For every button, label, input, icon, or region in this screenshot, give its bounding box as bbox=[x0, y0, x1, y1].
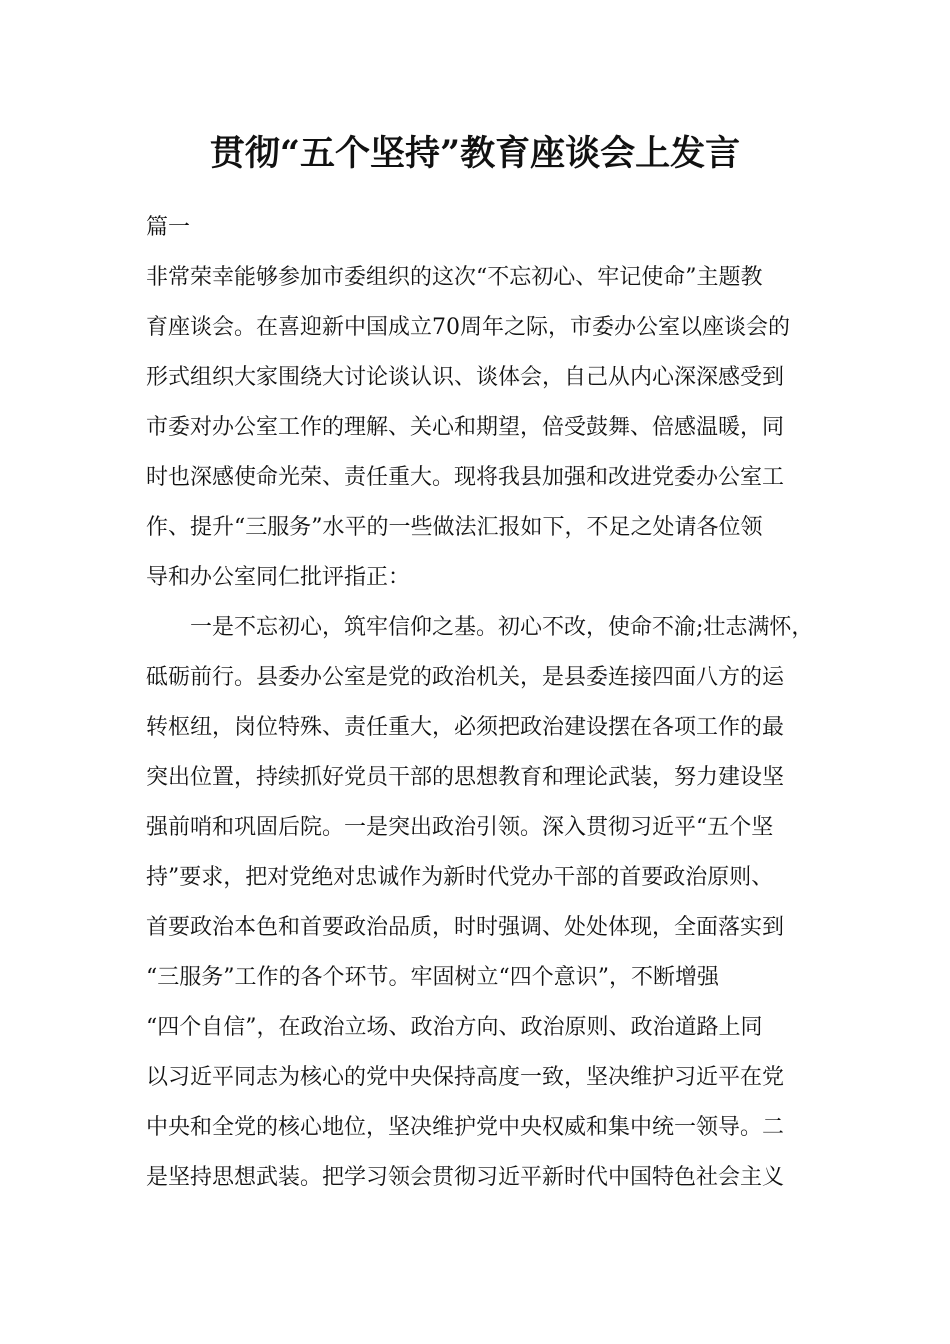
body-line-3: 形式组织大家围绕大讨论谈认识、谈体会，自己从内心深深感受到 bbox=[146, 365, 785, 390]
body-line-13: 持”要求，把对党绝对忠诚作为新时代党办干部的首要政治原则、 bbox=[146, 865, 774, 890]
body-line-2: 育座谈会。在喜迎新中国成立70周年之际，市委办公室以座谈会的 bbox=[146, 315, 790, 340]
body-line-5: 时也深感使命光荣、责任重大。现将我县加强和改进党委办公室工 bbox=[146, 465, 785, 490]
body-line-10: 转枢纽，岗位特殊、责任重大，必须把政治建设摆在各项工作的最 bbox=[146, 715, 785, 740]
body-line-19: 是坚持思想武装。把学习领会贯彻习近平新时代中国特色社会主义 bbox=[146, 1165, 785, 1190]
body-line-8: 一是不忘初心，筑牢信仰之基。初心不改，使命不渝;壮志满怀， bbox=[190, 615, 814, 640]
document-title: 贯彻“五个坚持”教育座谈会上发言 bbox=[209, 133, 741, 174]
body-line-12: 强前哨和巩固后院。一是突出政治引领。深入贯彻习近平“五个坚 bbox=[146, 815, 774, 840]
body-line-17: 以习近平同志为核心的党中央保持高度一致，坚决维护习近平在党 bbox=[146, 1065, 785, 1090]
body-line-11: 突出位置，持续抓好党员干部的思想教育和理论武装，努力建设坚 bbox=[146, 765, 785, 790]
body-line-15: “三服务”工作的各个环节。牢固树立“四个意识”，不断增强 bbox=[146, 965, 719, 990]
body-line-7: 导和办公室同仁批评指正： bbox=[146, 565, 411, 590]
body-line-4: 市委对办公室工作的理解、关心和期望，倍受鼓舞、倍感温暖，同 bbox=[146, 415, 785, 440]
body-line-16: “四个自信”，在政治立场、政治方向、政治原则、政治道路上同 bbox=[146, 1015, 763, 1040]
body-line-18: 中央和全党的核心地位，坚决维护党中央权威和集中统一领导。二 bbox=[146, 1115, 785, 1140]
body-line-9: 砥砺前行。县委办公室是党的政治机关，是县委连接四面八方的运 bbox=[146, 665, 785, 690]
body-line-6: 作、提升“三服务”水平的一些做法汇报如下，不足之处请各位领 bbox=[146, 515, 763, 540]
body-line-14: 首要政治本色和首要政治品质，时时强调、处处体现，全面落实到 bbox=[146, 915, 785, 940]
section-label: 篇一 bbox=[146, 215, 191, 240]
body-line-1: 非常荣幸能够参加市委组织的这次“不忘初心、牢记使命”主题教 bbox=[146, 265, 763, 290]
